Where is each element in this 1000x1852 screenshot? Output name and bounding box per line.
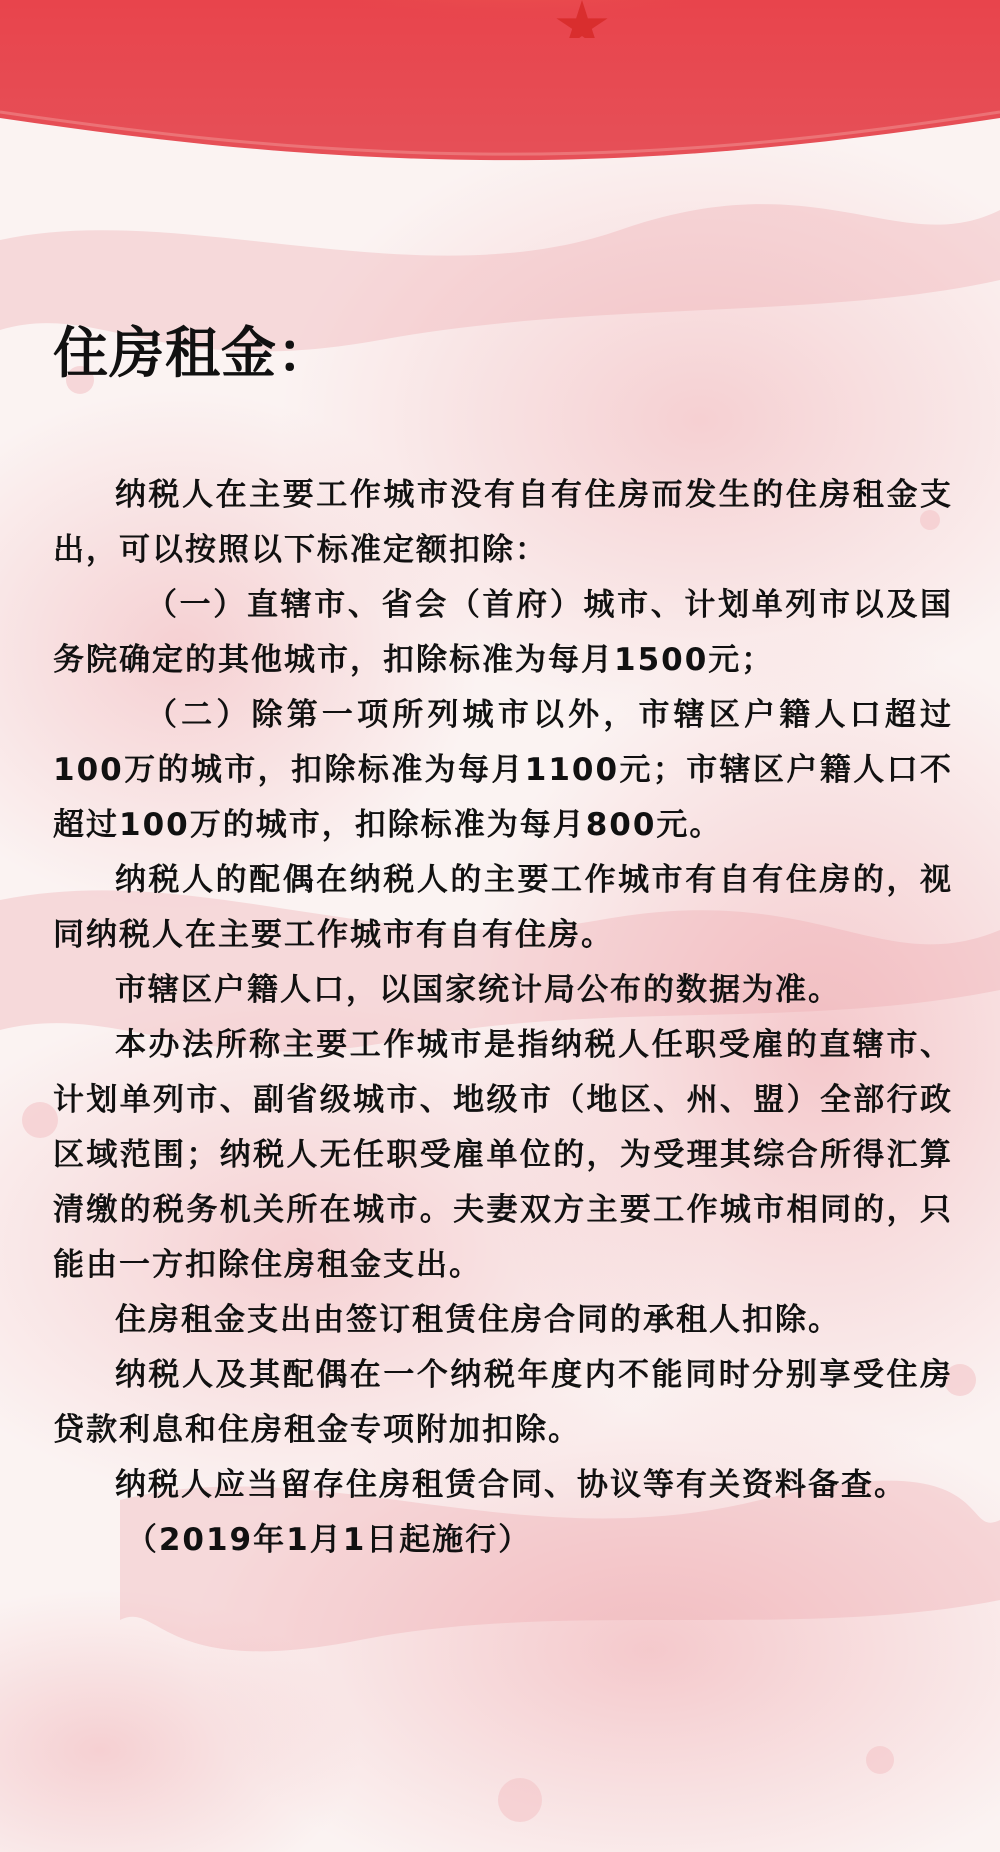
paragraph-population-data: 市辖区户籍人口，以国家统计局公布的数据为准。 [115, 972, 841, 1008]
paragraph-item-two: （二）除第一项所列城市以外，市辖区户籍人口超过100万的城市，扣除标准为每月1100元；市辖区户籍人口不超过100万的城市，扣除标准为每月800元。 [53, 697, 953, 843]
document-body [53, 308, 953, 1568]
page-title: 住房租金： [53, 321, 334, 385]
effective-date-note: （2019年1月1日起施行） [125, 1522, 532, 1558]
paragraph-main-work-city: 本办法所称主要工作城市是指纳税人任职受雇的直辖市、计划单列市、副省级城市、地级市（地区、州、盟）全部行政区域范围；纳税人无任职受雇单位的，为受理其综合所得汇算清缴的税务机关所在城市。夫妻双方主要工作城市相同的，只能由一方扣除住房租金支出。 [53, 1027, 953, 1283]
paragraph-item-one: （一）直辖市、省会（首府）城市、计划单列市以及国务院确定的其他城市，扣除标准为每月1500元； [53, 587, 953, 678]
paragraph-intro: 纳税人在主要工作城市没有自有住房而发生的住房租金支出，可以按照以下标准定额扣除： [53, 477, 953, 568]
red-star-emblem-icon [537, 0, 627, 38]
paragraph-no-double-deduction: 纳税人及其配偶在一个纳税年度内不能同时分别享受住房贷款利息和住房租金专项附加扣除。 [53, 1357, 953, 1448]
top-red-banner [0, 0, 1000, 170]
paragraph-spouse-housing: 纳税人的配偶在纳税人的主要工作城市有自有住房的，视同纳税人在主要工作城市有自有住房。 [53, 862, 953, 953]
paragraph-lessee-deduction: 住房租金支出由签订租赁住房合同的承租人扣除。 [115, 1302, 841, 1338]
paragraph-keep-records: 纳税人应当留存住房租赁合同、协议等有关资料备查。 [115, 1467, 907, 1503]
